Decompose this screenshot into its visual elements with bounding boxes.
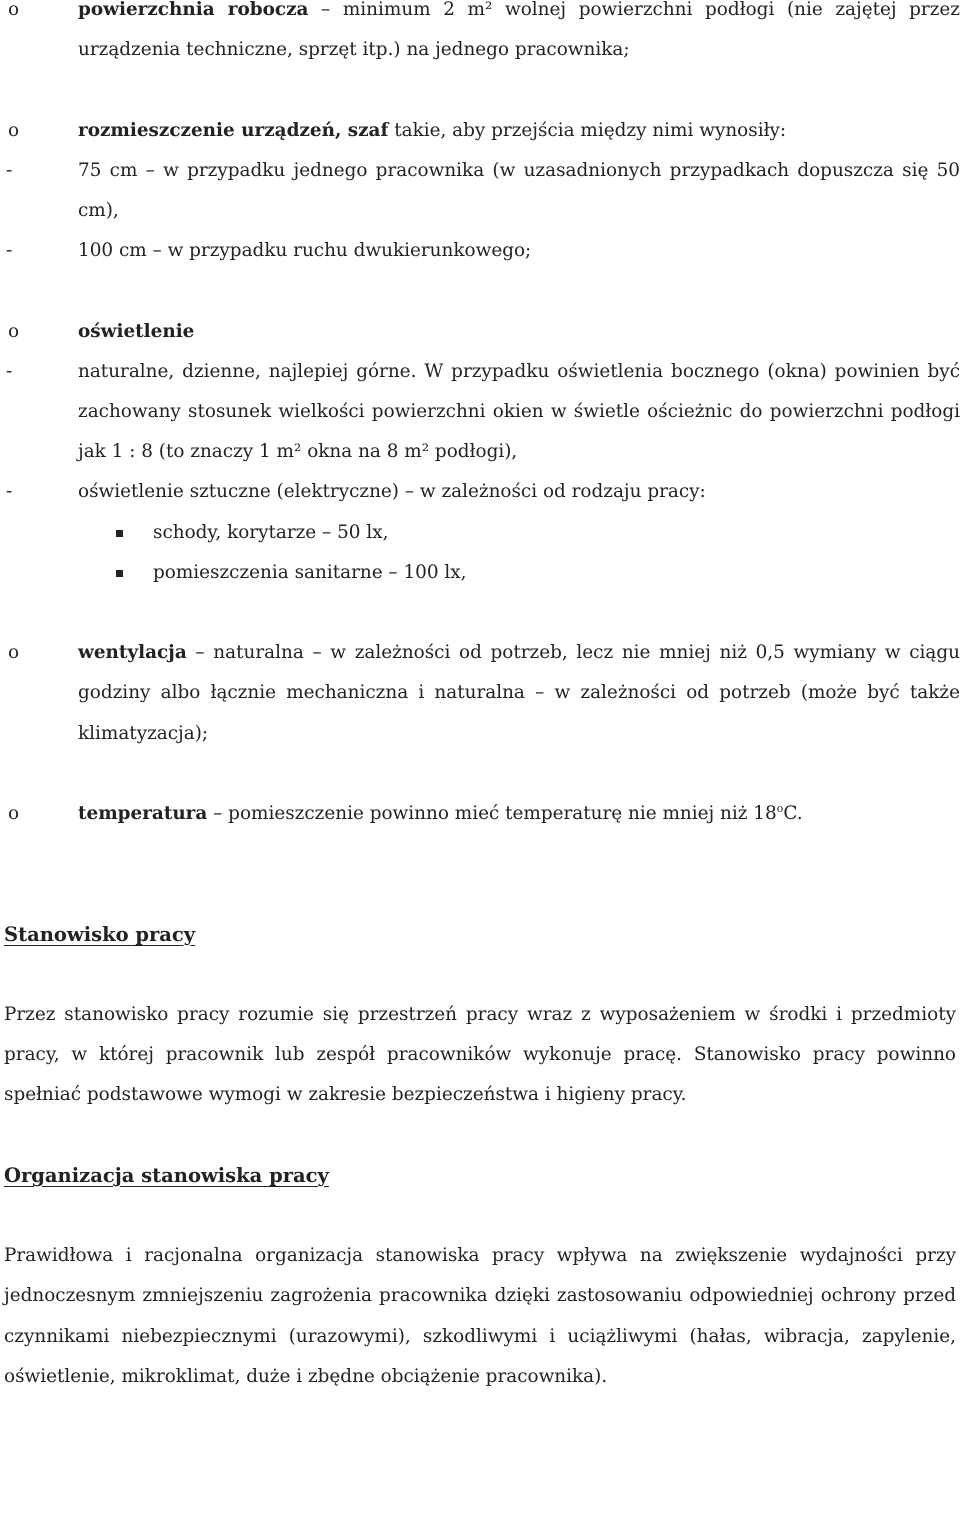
degree-mark: o bbox=[776, 801, 784, 815]
bullet-marker: o bbox=[8, 119, 20, 141]
heading-workstation-organization: Organizacja stanowiska pracy bbox=[4, 1163, 329, 1187]
dash-marker: - bbox=[6, 240, 13, 262]
sub-item-layout-2: - 100 cm – w przypadku ruchu dwukierunkowego; bbox=[0, 231, 960, 271]
term-workspace: powierzchnia robocza bbox=[78, 0, 309, 20]
list-item-temperature bbox=[0, 794, 960, 834]
heading-workstation: Stanowisko pracy bbox=[4, 922, 196, 946]
term-lighting: oświetlenie bbox=[78, 320, 195, 342]
text-ventilation: – naturalna – w zależności od potrzeb, lecz nie mniej niż 0,5 wymiany w ciągu godziny albo łącznie mechaniczna i naturalna – w zależności od potrzeb (może być także klimatyzacja); bbox=[78, 642, 960, 744]
bullet-marker: o bbox=[8, 320, 20, 342]
sub-item-lighting-artificial: - oświetlenie sztuczne (elektryczne) – w zależności od rodzaju pracy: bbox=[0, 472, 960, 512]
bullet-marker: o bbox=[8, 0, 20, 20]
list-item-workspace bbox=[0, 0, 960, 70]
dash-marker: - bbox=[6, 159, 13, 181]
list-item-layout bbox=[0, 111, 960, 151]
square-bullet-icon bbox=[116, 570, 123, 577]
lighting-level-stairs: schody, korytarze – 50 lx, bbox=[0, 513, 960, 553]
bullet-marker: o bbox=[8, 642, 20, 664]
dash-marker: - bbox=[6, 360, 13, 382]
term-ventilation: wentylacja bbox=[78, 642, 187, 664]
term-temperature: temperatura bbox=[78, 803, 208, 824]
square-bullet-icon bbox=[116, 530, 123, 537]
lighting-level-sanitary: pomieszczenia sanitarne – 100 lx, bbox=[0, 553, 960, 593]
paragraph-workstation: Przez stanowisko pracy rozumie się przestrzeń pracy wraz z wyposażeniem w środki i przedmioty pracy, w której pracownik lub zespół pracowników wykonuje pracę. Stanowisko pracy powinno spełniać podstawowe wymogi w zakresie bezpieczeństwa i higieny pracy. bbox=[4, 1003, 956, 1106]
list-item-lighting bbox=[0, 312, 960, 352]
temperature-unit: C. bbox=[783, 803, 803, 824]
sub-item-layout-1: - 75 cm – w przypadku jednego pracownika (w uzasadnionych przypadkach dopuszcza się 50 cm), bbox=[0, 151, 960, 231]
dash-marker: - bbox=[6, 481, 13, 503]
paragraph-workstation-organization: Prawidłowa i racjonalna organizacja stanowiska pracy wpływa na zwiększenie wydajności przy jednoczesnym zmniejszeniu zagrożenia pracownika dzięki zastosowaniu odpowiedniej ochrony przed czynnikami niebezpiecznymi (urazowymi), szkodliwymi i uciążliwymi (hałas, wibracja, zapylenie, oświetlenie, mikroklimat, duże i zbędne obciążenie pracownika). bbox=[4, 1245, 956, 1387]
term-layout: rozmieszczenie urządzeń, szaf bbox=[78, 119, 389, 141]
bullet-marker: o bbox=[8, 803, 20, 824]
text-temperature: – pomieszczenie powinno mieć temperaturę nie mniej niż 18 bbox=[207, 803, 777, 824]
text-layout: takie, aby przejścia między nimi wynosiły: bbox=[388, 119, 787, 141]
text-workspace: – minimum 2 m² wolnej powierzchni podłogi (nie zajętej przez urządzenia techniczne, sprzęt itp.) na jednego pracownika; bbox=[78, 0, 960, 61]
sub-item-lighting-natural: - naturalne, dzienne, najlepiej górne. W przypadku oświetlenia bocznego (okna) powinien być zachowany stosunek wielkości powierzchni okien w świetle ościeżnic do powierzchni podłogi jak 1 : 8 (to znaczy 1 m² okna na 8 m² podłogi), bbox=[0, 352, 960, 473]
list-item-ventilation bbox=[0, 633, 960, 754]
